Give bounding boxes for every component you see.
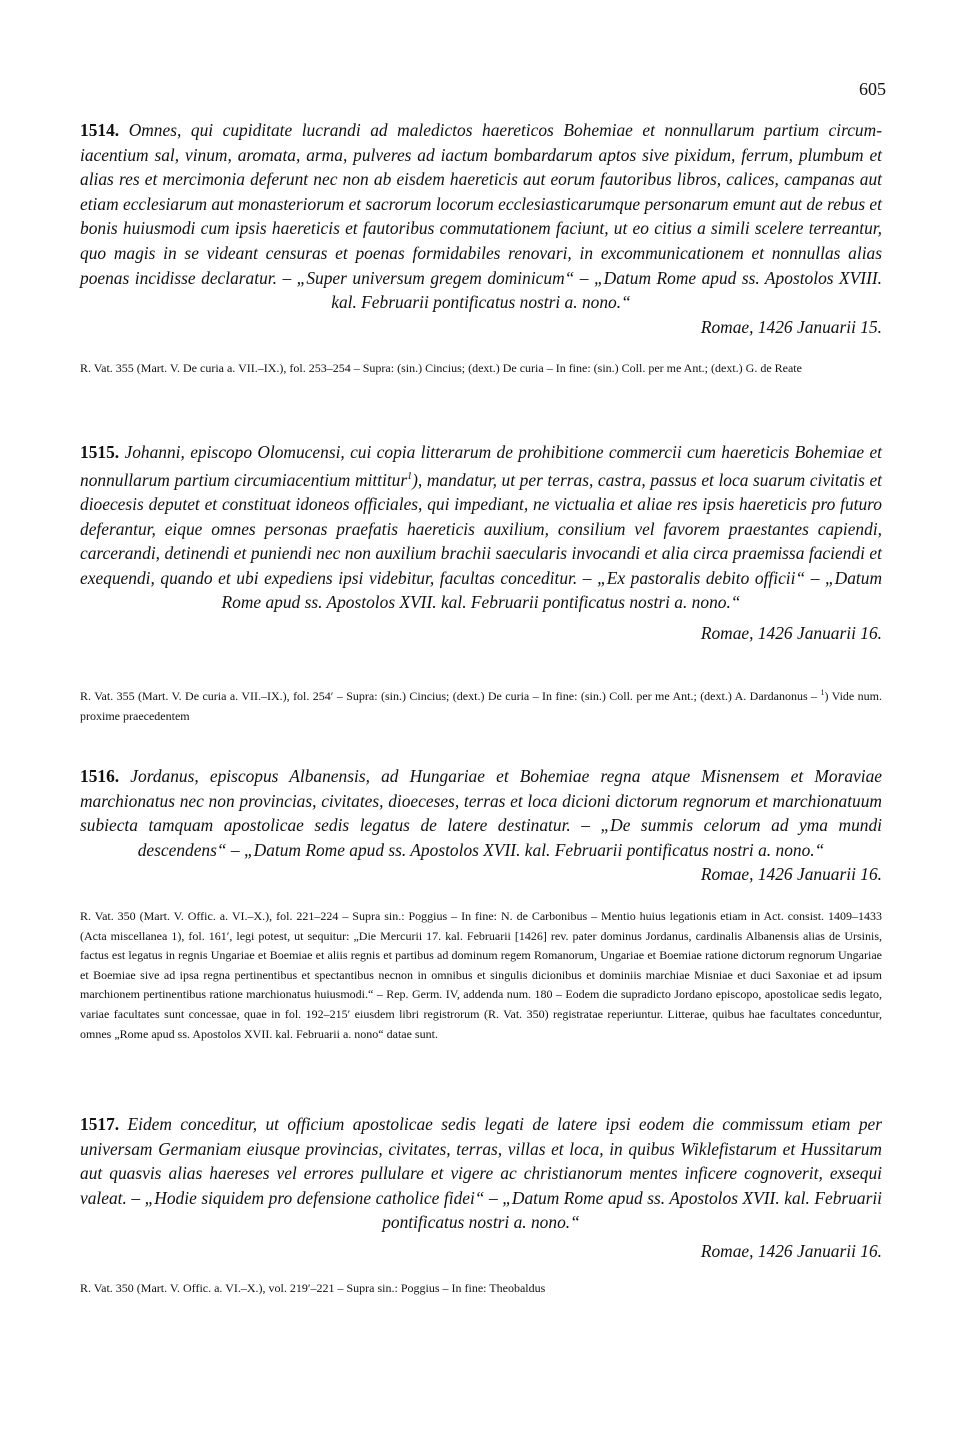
entry-date: Romae, 1426 Januarii 16. [700, 1240, 882, 1261]
entry-number: 1516. [80, 766, 120, 786]
entry-note: R. Vat. 350 (Mart. V. Offic. a. VI.–X.), vol. 219′–221 – Supra sin.: Poggius – In fine: Theobaldus [80, 1281, 546, 1295]
entry-note [80, 683, 882, 726]
note-text-continued: ) Vide num. proxime praecedentem [80, 689, 882, 723]
entry-body-text-continued: ), mandatur, ut per terras, castra, passus et loca suarum civitatis et dioecesis deputet et constituat idoneos officiales, qui impediant, ne victualia et aliae res ipsis haereticis pro futuro deferantur, eique omnes personas praefatis haereticis auxilium, consilium vel favorem praestantes capiendi, carcerandi, detinendi et puniendi nec non auxilium brachii saecularis invocandi et alia circa praemissa faciendi et exequendi, quando et ubi expediens ipsi videbitur, facultas conceditur. – „Ex pastoralis debito officii“ – „Datum Rome apud ss. Apostolos XVII. kal. Februarii pontificatus nostri a. nono.“ [80, 469, 882, 613]
entry-note: R. Vat. 350 (Mart. V. Offic. a. VI.–X.), fol. 221–224 – Supra sin.: Poggius – In fine: N. de Carbonibus – Mentio huius legationis etiam in Act. consist. 1409–1433 (Acta miscellanea 1), fol. 161′, legi potest, ut sequitur: „Die Mercurii 17. kal. Februarii [1426] rev. pater dominus Jordanus, cardinalis Albanensis alias de Ursinis, factus est legatus in regnis Ungariae et Boemiae et aliis regnis et partibus ad dominum regem Romanorum, Ungariae et Boemiae ratione dictorum regnorum Ungariae et Boemiae sive ad ipsa regna pertinentibus et spectantibus necnon in omnibus et singulis dicionibus et dominiis marchiae Misniae et duci Saxoniae et ad ipsum marchionem pertinentibus ratione marchionatus huiusmodi.“ – Rep. Germ. IV, addenda num. 180 – Eodem die supradicto Jordano episcopo, apostolicae sedis legato, variae facultates sunt concessae, quae in fol. 192–215′ eiusdem libri registrorum (R. Vat. 350) registratae reperiuntur. Litterae, quibus hae facultates conceduntur, omnes „Rome apud ss. Apostolos XVII. kal. Februarii a. nono“ datae sunt. [80, 909, 882, 1041]
page-number: 605 [859, 79, 886, 99]
entry-date: Romae, 1426 Januarii 16. [700, 864, 882, 885]
entry-date: Romae, 1426 Januarii 15. [700, 316, 882, 337]
entry-number: 1517. [80, 1114, 120, 1134]
entry-body-text: Johanni, episcopo Olomucensi, cui copia litterarum de prohibitione commercii cum haereticis Bohemiae et nonnullarum partium circumiacentium mittitur [80, 442, 882, 490]
entry-1514 [80, 118, 882, 339]
entry-text [80, 118, 882, 315]
entry-text [80, 1112, 882, 1235]
footnote-mark: 1 [407, 470, 413, 482]
entry-body-text: Omnes, qui cupiditate lucrandi ad maledictos haereticos Bohemiae et nonnullarum partium circumiacentium sal, vinum, aromata, arma, pulveres ad iactum bombardarum aptos sive pixidum, ferrum, plumbum et alias res et mercimonia deferunt nec non ab eisdem haereticis aut eorum fautoribus libros, calices, campanas aut etiam ecclesiarum aut monasteriorum et sacrorum locorum ecclesiasticarumque personarum emunt aut de rebus et bonis huiusmodi cum ipsis haereticis et fautoribus commutationem faciunt, ut eo citius a simili scelere terreantur, quo magis in se videant censuras et poenas formidabiles renovari, in excommunicationem et nonnullas alias poenas incidisse declaratur. – „Super universum gregem dominicum“ – „Datum Rome apud ss. Apostolos XVIII. kal. Februarii pontificatus nostri a. nono.“ [80, 120, 882, 313]
entry-number: 1514. [80, 120, 120, 140]
entry-body-text: Eidem conceditur, ut officium apostolicae sedis legati de latere ipsi eodem die commissum etiam per universam Germaniam eiusque provincias, civitates, terras, villas et loca, in quibus Wiklefistarum et Hussitarum aut quasvis alias haereses vel errores pullulare et vigere ac christianorum mentes inficere cognoverit, exsequi valeat. – „Hodie siquidem pro defensione catholice fidei“ – „Datum Rome apud ss. Apostolos XVII. kal. Februarii pontificatus nostri a. nono.“ [80, 1114, 882, 1233]
entry-text [80, 764, 882, 862]
entry-1515 [80, 440, 882, 646]
entry-date: Romae, 1426 Januarii 16. [700, 622, 882, 643]
entry-1517 [80, 1112, 882, 1264]
entry-note: R. Vat. 355 (Mart. V. De curia a. VII.–IX.), fol. 253–254 – Supra: (sin.) Cincius; (dext.) De curia – In fine: (sin.) Coll. per me Ant.; (dext.) G. de Reate [80, 361, 802, 375]
note-text: R. Vat. 355 (Mart. V. De curia a. VII.–IX.), fol. 254′ – Supra: (sin.) Cincius; (dext.) De curia – In fine: (sin.) Coll. per me Ant.; (dext.) A. Dardanonus – [80, 689, 818, 703]
entry-1516 [80, 764, 882, 887]
entry-body-text: Jordanus, episcopus Albanensis, ad Hungariae et Bohemiae regna atque Misnensem et Moraviae marchionatus nec non provincias, civitates, dioeceses, terras et loca dicioni dictorum regnorum et marchionatuum subiecta tamquam apostolicae sedis legatus de latere destinatur. – „De summis celorum ad yma mundi descendens“ – „Datum Rome apud ss. Apostolos XVII. kal. Februarii pontificatus nostri a. nono.“ [80, 766, 882, 860]
entry-text [80, 440, 882, 615]
entry-number: 1515. [80, 442, 120, 462]
footnote-mark: 1 [820, 688, 825, 697]
